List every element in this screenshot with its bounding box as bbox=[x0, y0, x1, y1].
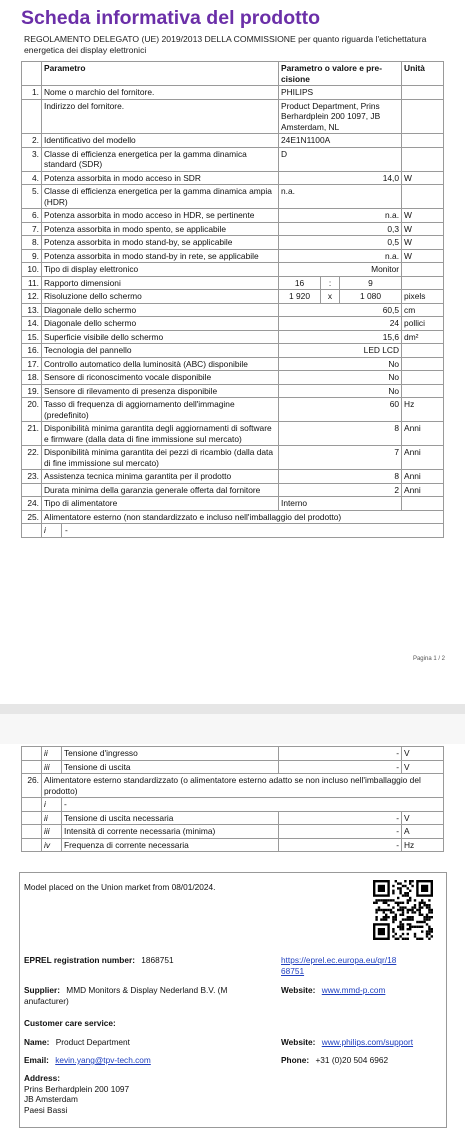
table-subrow bbox=[22, 838, 444, 852]
row-parameter: Alimentatore esterno (non standardizzato e incluso nell'imballaggio del prodotto) bbox=[42, 510, 444, 524]
row-parameter: Potenza assorbita in modo stand-by, se applicabile bbox=[42, 236, 279, 250]
table-row bbox=[22, 398, 444, 422]
row-number: 3. bbox=[22, 147, 42, 171]
row-number: 25. bbox=[22, 510, 42, 524]
row-value: 8 bbox=[279, 422, 402, 446]
row-value: Monitor bbox=[279, 263, 402, 277]
row-parameter: Potenza assorbita in modo stand-by in rete, se applicabile bbox=[42, 249, 279, 263]
table-row bbox=[22, 371, 444, 385]
page-number: Pagina 1 / 2 bbox=[412, 656, 445, 662]
spec-table bbox=[21, 61, 444, 538]
qr-code-icon[interactable] bbox=[373, 880, 433, 940]
row-unit bbox=[402, 185, 444, 209]
row-value: D bbox=[279, 147, 402, 171]
header-blank bbox=[22, 62, 42, 86]
table-row bbox=[22, 134, 444, 148]
table-row bbox=[22, 357, 444, 371]
row-unit bbox=[402, 99, 444, 134]
row-parameter: Tecnologia del pannello bbox=[42, 344, 279, 358]
table-subrow bbox=[22, 825, 444, 839]
header-parameter: Parametro bbox=[42, 62, 279, 86]
row-unit: Anni bbox=[402, 422, 444, 446]
row-value-a: 1 920 bbox=[279, 290, 321, 304]
row-value: 2 bbox=[279, 483, 402, 497]
address-label: Address: bbox=[24, 1073, 60, 1083]
row-value: PHILIPS bbox=[279, 86, 402, 100]
row-number: 23. bbox=[22, 470, 42, 484]
row-parameter: Superficie visibile dello schermo bbox=[42, 330, 279, 344]
subrow-parameter: Tensione di uscita necessaria bbox=[62, 811, 279, 825]
row-value: 7 bbox=[279, 446, 402, 470]
row-parameter: Controllo automatico della luminosità (ABC) disponibile bbox=[42, 357, 279, 371]
header-value: Parametro o valore e precisione bbox=[279, 62, 402, 86]
row-unit bbox=[402, 371, 444, 385]
row-parameter: Alimentatore esterno standardizzato (o alimentatore esterno adatto se non incluso nell'imballaggio del prodotto) bbox=[42, 774, 444, 798]
care-website-link[interactable]: www.philips.com/support bbox=[321, 1037, 414, 1047]
care-website-label: Website: bbox=[281, 1037, 316, 1047]
market-date-text: Model placed on the Union market from 08/01/2024. bbox=[24, 882, 216, 892]
row-parameter: Potenza assorbita in modo acceso in SDR bbox=[42, 171, 279, 185]
row-number: 5. bbox=[22, 185, 42, 209]
row-number bbox=[22, 760, 42, 774]
eprel-label: EPREL registration number: bbox=[24, 955, 135, 965]
supplier-name-line1: MMD Monitors & Display Nederland B.V. (M bbox=[66, 985, 228, 995]
phone-label: Phone: bbox=[281, 1055, 310, 1065]
row-value-sep: : bbox=[321, 276, 340, 290]
row-unit bbox=[402, 357, 444, 371]
row-parameter: Potenza assorbita in modo spento, se applicabile bbox=[42, 222, 279, 236]
table-row bbox=[22, 86, 444, 100]
row-unit bbox=[402, 134, 444, 148]
row-parameter: Sensore di rilevamento di presenza disponibile bbox=[42, 384, 279, 398]
row-number: 6. bbox=[22, 209, 42, 223]
row-value: 0,5 bbox=[279, 236, 402, 250]
row-number: 7. bbox=[22, 222, 42, 236]
email-label: Email: bbox=[24, 1055, 49, 1065]
table-row bbox=[22, 317, 444, 331]
page-1 bbox=[21, 0, 445, 700]
row-parameter: Diagonale dello schermo bbox=[42, 303, 279, 317]
subrow-content bbox=[42, 524, 444, 538]
page-2 bbox=[21, 746, 445, 852]
row-unit: Anni bbox=[402, 483, 444, 497]
subrow-roman: i bbox=[42, 524, 62, 537]
table-row bbox=[22, 236, 444, 250]
eprel-number: 1868751 bbox=[141, 955, 174, 965]
table-row bbox=[22, 344, 444, 358]
table-row bbox=[22, 147, 444, 171]
subrow-parameter: Tensione di uscita bbox=[62, 760, 279, 774]
table-row bbox=[22, 185, 444, 209]
row-number bbox=[22, 747, 42, 761]
row-value: n.a. bbox=[279, 185, 402, 209]
row-number bbox=[22, 811, 42, 825]
table-row bbox=[22, 209, 444, 223]
table-subrow bbox=[22, 524, 444, 538]
row-number bbox=[22, 483, 42, 497]
row-parameter: Risoluzione dello schermo bbox=[42, 290, 279, 304]
table-row bbox=[22, 303, 444, 317]
subrow-unit: V bbox=[402, 760, 444, 774]
row-value: Interno bbox=[279, 497, 402, 511]
supplier-name-line2: anufacturer) bbox=[24, 995, 69, 1006]
subrow-unit: V bbox=[402, 811, 444, 825]
row-value: 60,5 bbox=[279, 303, 402, 317]
table-row bbox=[22, 99, 444, 134]
subrow-roman: i bbox=[42, 798, 62, 812]
row-parameter: Nome o marchio del fornitore. bbox=[42, 86, 279, 100]
subrow-roman: iii bbox=[42, 760, 62, 774]
table-row bbox=[22, 384, 444, 398]
subrow-unit: V bbox=[402, 747, 444, 761]
row-parameter: Disponibilità minima garantita degli aggiornamenti di software e firmware (dalla data di fine immissione sul mercato) bbox=[42, 422, 279, 446]
row-number: 16. bbox=[22, 344, 42, 358]
subrow-value: - bbox=[279, 747, 402, 761]
subrow-roman: ii bbox=[42, 747, 62, 761]
row-unit bbox=[402, 344, 444, 358]
row-unit bbox=[402, 497, 444, 511]
subrow-value: - bbox=[279, 825, 402, 839]
row-value: n.a. bbox=[279, 249, 402, 263]
row-value: 8 bbox=[279, 470, 402, 484]
row-number: 15. bbox=[22, 330, 42, 344]
row-value: No bbox=[279, 371, 402, 385]
row-unit bbox=[402, 86, 444, 100]
subrow-parameter: Intensità di corrente necessaria (minima) bbox=[62, 825, 279, 839]
row-unit: Anni bbox=[402, 446, 444, 470]
row-number: 1. bbox=[22, 86, 42, 100]
eprel-link-line2[interactable]: 68751 bbox=[281, 965, 305, 976]
table-row bbox=[22, 171, 444, 185]
row-number: 13. bbox=[22, 303, 42, 317]
table-subrow bbox=[22, 760, 444, 774]
table-row bbox=[22, 497, 444, 511]
row-number: 14. bbox=[22, 317, 42, 331]
page-gap bbox=[0, 714, 465, 744]
row-unit: W bbox=[402, 209, 444, 223]
row-unit: W bbox=[402, 236, 444, 250]
row-number bbox=[22, 838, 42, 852]
row-parameter: Identificativo del modello bbox=[42, 134, 279, 148]
row-parameter: Assistenza tecnica minima garantita per il prodotto bbox=[42, 470, 279, 484]
row-parameter: Classe di efficienza energetica per la gamma dinamica ampia (HDR) bbox=[42, 185, 279, 209]
row-number: 11. bbox=[22, 276, 42, 290]
row-number: 22. bbox=[22, 446, 42, 470]
row-value: LED LCD bbox=[279, 344, 402, 358]
row-unit: W bbox=[402, 222, 444, 236]
subrow-unit: A bbox=[402, 825, 444, 839]
row-value: 14,0 bbox=[279, 171, 402, 185]
row-unit bbox=[402, 384, 444, 398]
row-unit: cm bbox=[402, 303, 444, 317]
table-row bbox=[22, 263, 444, 277]
row-parameter: Disponibilità minima garantita dei pezzi di ricambio (dalla data di fine immissione sul mercato) bbox=[42, 446, 279, 470]
supplier-label: Supplier: bbox=[24, 985, 60, 995]
row-unit: Anni bbox=[402, 470, 444, 484]
row-value: No bbox=[279, 357, 402, 371]
subrow-roman: iii bbox=[42, 825, 62, 839]
row-number bbox=[22, 524, 42, 538]
row-unit: dm² bbox=[402, 330, 444, 344]
row-number: 2. bbox=[22, 134, 42, 148]
spec-table-continued bbox=[21, 746, 444, 852]
table-row bbox=[22, 249, 444, 263]
row-number: 19. bbox=[22, 384, 42, 398]
row-value: 15,6 bbox=[279, 330, 402, 344]
row-parameter: Durata minima della garanzia generale offerta dal fornitore bbox=[42, 483, 279, 497]
row-number: 18. bbox=[22, 371, 42, 385]
header-unit: Unità bbox=[402, 62, 444, 86]
address-line3: Paesi Bassi bbox=[24, 1104, 68, 1115]
row-value: 60 bbox=[279, 398, 402, 422]
row-parameter: Tipo di display elettronico bbox=[42, 263, 279, 277]
customer-care-label: Customer care service: bbox=[24, 1018, 116, 1028]
subrow-unit: Hz bbox=[402, 838, 444, 852]
row-number: 8. bbox=[22, 236, 42, 250]
care-name-label: Name: bbox=[24, 1037, 50, 1047]
email-link[interactable]: kevin.yang@tpv-tech.com bbox=[55, 1055, 151, 1065]
regulation-subtitle: REGOLAMENTO DELEGATO (UE) 2019/2013 DELLA COMMISSIONE per quanto riguarda l'etichettatura energetica dei display elettronici bbox=[24, 34, 427, 55]
table-subrow bbox=[22, 798, 444, 812]
row-value: No bbox=[279, 384, 402, 398]
row-parameter: Tipo di alimentatore bbox=[42, 497, 279, 511]
supplier-website-link[interactable]: www.mmd-p.com bbox=[321, 985, 386, 995]
row-parameter: Rapporto dimensioni bbox=[42, 276, 279, 290]
table-row bbox=[22, 330, 444, 344]
subrow-value: - bbox=[62, 798, 444, 812]
row-number: 4. bbox=[22, 171, 42, 185]
table-header-row bbox=[22, 62, 444, 86]
row-number: 21. bbox=[22, 422, 42, 446]
row-parameter: Sensore di riconoscimento vocale disponibile bbox=[42, 371, 279, 385]
row-unit: pollici bbox=[402, 317, 444, 331]
row-number bbox=[22, 99, 42, 134]
row-unit: W bbox=[402, 171, 444, 185]
row-number: 17. bbox=[22, 357, 42, 371]
row-value: 24 bbox=[279, 317, 402, 331]
product-info-box bbox=[19, 872, 447, 1128]
row-parameter: Classe di efficienza energetica per la gamma dinamica standard (SDR) bbox=[42, 147, 279, 171]
subrow-parameter: Frequenza di corrente necessaria bbox=[62, 838, 279, 852]
eprel-link-line1[interactable]: https://eprel.ec.europa.eu/qr/18 bbox=[281, 955, 397, 965]
row-parameter: Diagonale dello schermo bbox=[42, 317, 279, 331]
page-separator bbox=[0, 704, 465, 714]
row-number: 10. bbox=[22, 263, 42, 277]
table-row bbox=[22, 276, 444, 290]
row-number bbox=[22, 825, 42, 839]
row-number: 20. bbox=[22, 398, 42, 422]
subrow-value: - bbox=[279, 760, 402, 774]
table-row bbox=[22, 222, 444, 236]
table-row bbox=[22, 446, 444, 470]
table-row bbox=[22, 470, 444, 484]
row-value: Product Department, Prins Berhardplein 200 1097, JB Amsterdam, NL bbox=[279, 99, 402, 134]
address-line1: Prins Berhardplein 200 1097 bbox=[24, 1083, 130, 1094]
row-unit: W bbox=[402, 249, 444, 263]
row-value-b: 1 080 bbox=[340, 290, 402, 304]
address-line2: JB Amsterdam bbox=[24, 1094, 78, 1104]
row-value-b: 9 bbox=[340, 276, 402, 290]
row-number: 9. bbox=[22, 249, 42, 263]
row-unit: pixels bbox=[402, 290, 444, 304]
row-value-sep: x bbox=[321, 290, 340, 304]
table-subrow bbox=[22, 811, 444, 825]
subrow-inner bbox=[42, 524, 443, 537]
row-value: n.a. bbox=[279, 209, 402, 223]
supplier-website-label: Website: bbox=[281, 985, 316, 995]
subrow-roman: ii bbox=[42, 811, 62, 825]
row-unit bbox=[402, 147, 444, 171]
row-number: 12. bbox=[22, 290, 42, 304]
row-value-a: 16 bbox=[279, 276, 321, 290]
row-parameter: Tasso di frequenza di aggiornamento dell'immagine (predefinito) bbox=[42, 398, 279, 422]
row-number: 24. bbox=[22, 497, 42, 511]
row-number: 26. bbox=[22, 774, 42, 798]
subrow-value: - bbox=[65, 525, 68, 535]
row-unit: Hz bbox=[402, 398, 444, 422]
subrow-roman: iv bbox=[42, 838, 62, 852]
care-name: Product Department bbox=[55, 1037, 130, 1047]
table-row-standard-supply bbox=[22, 774, 444, 798]
table-subrow bbox=[22, 747, 444, 761]
subrow-value: - bbox=[279, 811, 402, 825]
row-unit bbox=[402, 263, 444, 277]
table-row bbox=[22, 483, 444, 497]
row-parameter: Potenza assorbita in modo acceso in HDR, se pertinente bbox=[42, 209, 279, 223]
table-row bbox=[22, 422, 444, 446]
row-value: 24E1N1100A bbox=[279, 134, 402, 148]
row-unit bbox=[402, 276, 444, 290]
page-title: Scheda informativa del prodotto bbox=[21, 7, 321, 29]
row-parameter: Indirizzo del fornitore. bbox=[42, 99, 279, 134]
phone-number: +31 (0)20 504 6962 bbox=[315, 1055, 389, 1065]
row-number bbox=[22, 798, 42, 812]
row-value: 0,3 bbox=[279, 222, 402, 236]
subrow-value: - bbox=[279, 838, 402, 852]
subrow-parameter: Tensione d'ingresso bbox=[62, 747, 279, 761]
table-row bbox=[22, 290, 444, 304]
table-row-power-supply bbox=[22, 510, 444, 524]
